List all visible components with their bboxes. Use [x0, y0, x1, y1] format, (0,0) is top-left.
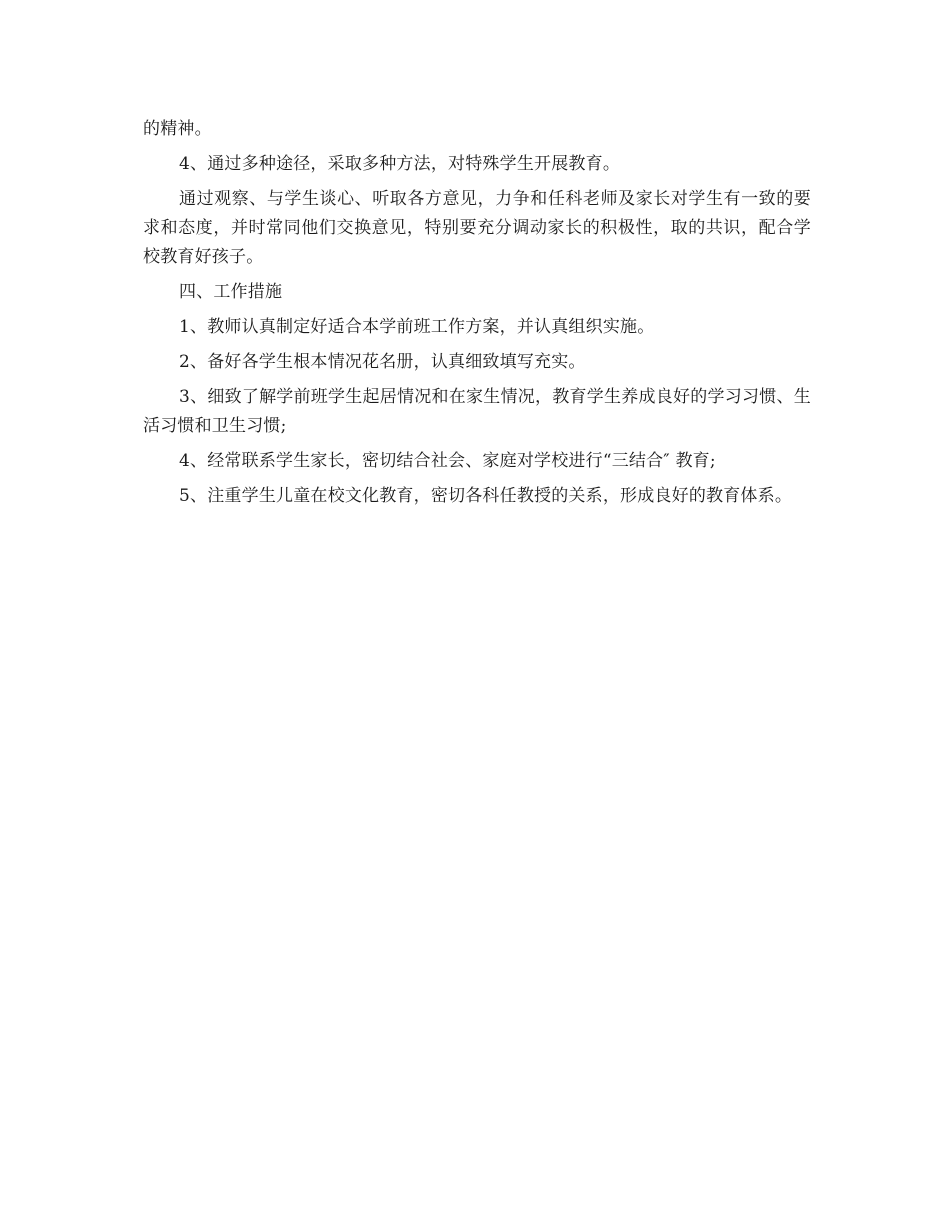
- paragraph-observation: 通过观察、与学生谈心、听取各方意见，力争和任科老师及家长对学生有一致的要求和态度，并时常同他们交换意见，特别要充分调动家长的积极性，取的共识，配合学校教育好孩子。: [143, 189, 811, 267]
- document-body: [143, 115, 811, 517]
- paragraph-measure-3: 3、细致了解学前班学生起居情况和在家生情况，教育学生养成良好的学习习惯、生活习惯和卫生习惯;: [143, 387, 811, 436]
- paragraph-item-4-special-students: 4、通过多种途径，采取多种方法，对特殊学生开展教育。: [179, 154, 621, 174]
- paragraph-measure-2: 2、备好各学生根本情况花名册，认真细致填写充实。: [179, 352, 586, 372]
- paragraph-measure-1: 1、教师认真制定好适合本学前班工作方案，并认真组织实施。: [179, 317, 655, 337]
- section-heading-work-measures: 四、工作措施: [179, 282, 283, 302]
- paragraph-measure-5: 5、注重学生儿童在校文化教育，密切各科任教授的关系，形成良好的教育体系。: [179, 486, 793, 506]
- paragraph-measure-4: 4、经常联系学生家长，密切结合社会、家庭对学校进行“三结合″ 教育;: [179, 451, 716, 471]
- paragraph-continuation: 的精神。: [143, 119, 212, 139]
